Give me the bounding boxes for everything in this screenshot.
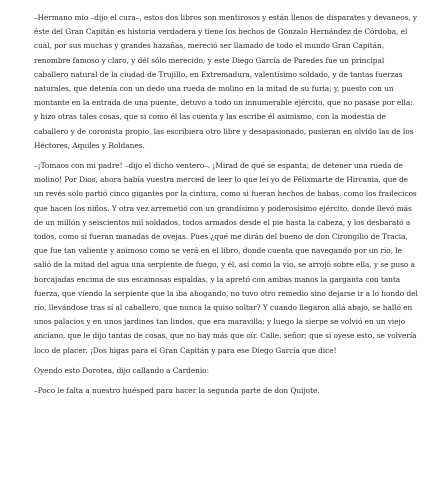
paragraph-dorotea-remark: –Poco le falta a nuestro huésped para hacer la segunda parte de don Quijote. <box>34 386 320 396</box>
paragraph-dorotea-narration: Oyendo esto Dorotea, dijo callando a Cardenio: <box>34 365 210 375</box>
paragraph-cura-speech: –Hermano mío –dijo el cura–, estos dos libros son mentirosos y están llenos de disparates y devaneos, y éste del Gran Capitán es historia verdadera y tiene los hechos de Gonzalo Hernández de Córdoba, el cual, por sus muchas y grandes hazañas, mereció ser llamado de todo el mundo Gran Capitán, renombre famoso y claro, y dél sólo merecido; y este Diego García de Paredes fue un principal caballero natural de la ciudad de Trujillo, en Extremadura, valentísimo soldado, y de tantas fuerzas naturales, que detenía con un dedo una rueda de molino en la mitad de su furia; y, puesto con un montante en la entrada de una puente, detuvo a todo un innumerable ejército, que no pasase por ella; y hizo otras tales cosas, que si como él las cuenta y las escribe él asimismo, con la modestia de caballero y de coronista propio, las escribiera otro libre y desapasionado, pusieran en olvido las de los Héctores, Aquiles y Roldanes. <box>34 13 418 150</box>
paragraph-ventero-speech: –¡Tomaos con mi padre! –dijo el dicho ventero–. ¡Mirad de qué se espanta; de detener una rueda de molino! Por Dios, ahora había vuestra merced de leer lo que leí yo de Félixmarte de Hircania, que de un revés solo partió cinco gigantes por la cintura, como si fueran hechos de habas, como los frailecicos que hacen los niños. Y otra vez arremetió con un grandísimo y poderosísimo ejército, donde llevó más de un millón y seiscientos mil soldados, todos armados desde el pie hasta la cabeza, y los desbarató a todos, como si fueran manadas de ovejas. Pues ¿qué me dirán del bueno de don Cirongilio de Tracia, que fue tan valiente y animoso como se verá en el libro, donde cuenta que navegando por un río, le salió de la mitad del agua una serpiente de fuego, y él, así como la vio, se arrojó sobre ella, y se puso a horcajadas encima de sus escamosas espaldas, y la apretó con ambas manos la garganta con tanta fuerza, que viendo la serpiente que la iba ahogando, no tuvo otro remedio sino dejarse ir a lo hondo del río, llevándose tras sí al caballero, que nunca la quiso soltar? Y cuando llegaron allá abajo, se halló en unos palacios y en unos jardines tan lindos, que era maravilla; y luego la sierpe se volvió en un viejo anciano, que le dijo tantas de cosas, que no hay más que oír. Calle, señor; que si oyese esto, se volvería loco de placer. ¡Dos higas para el Gran Capitán y para ese Diego García que dice! <box>34 161 418 355</box>
